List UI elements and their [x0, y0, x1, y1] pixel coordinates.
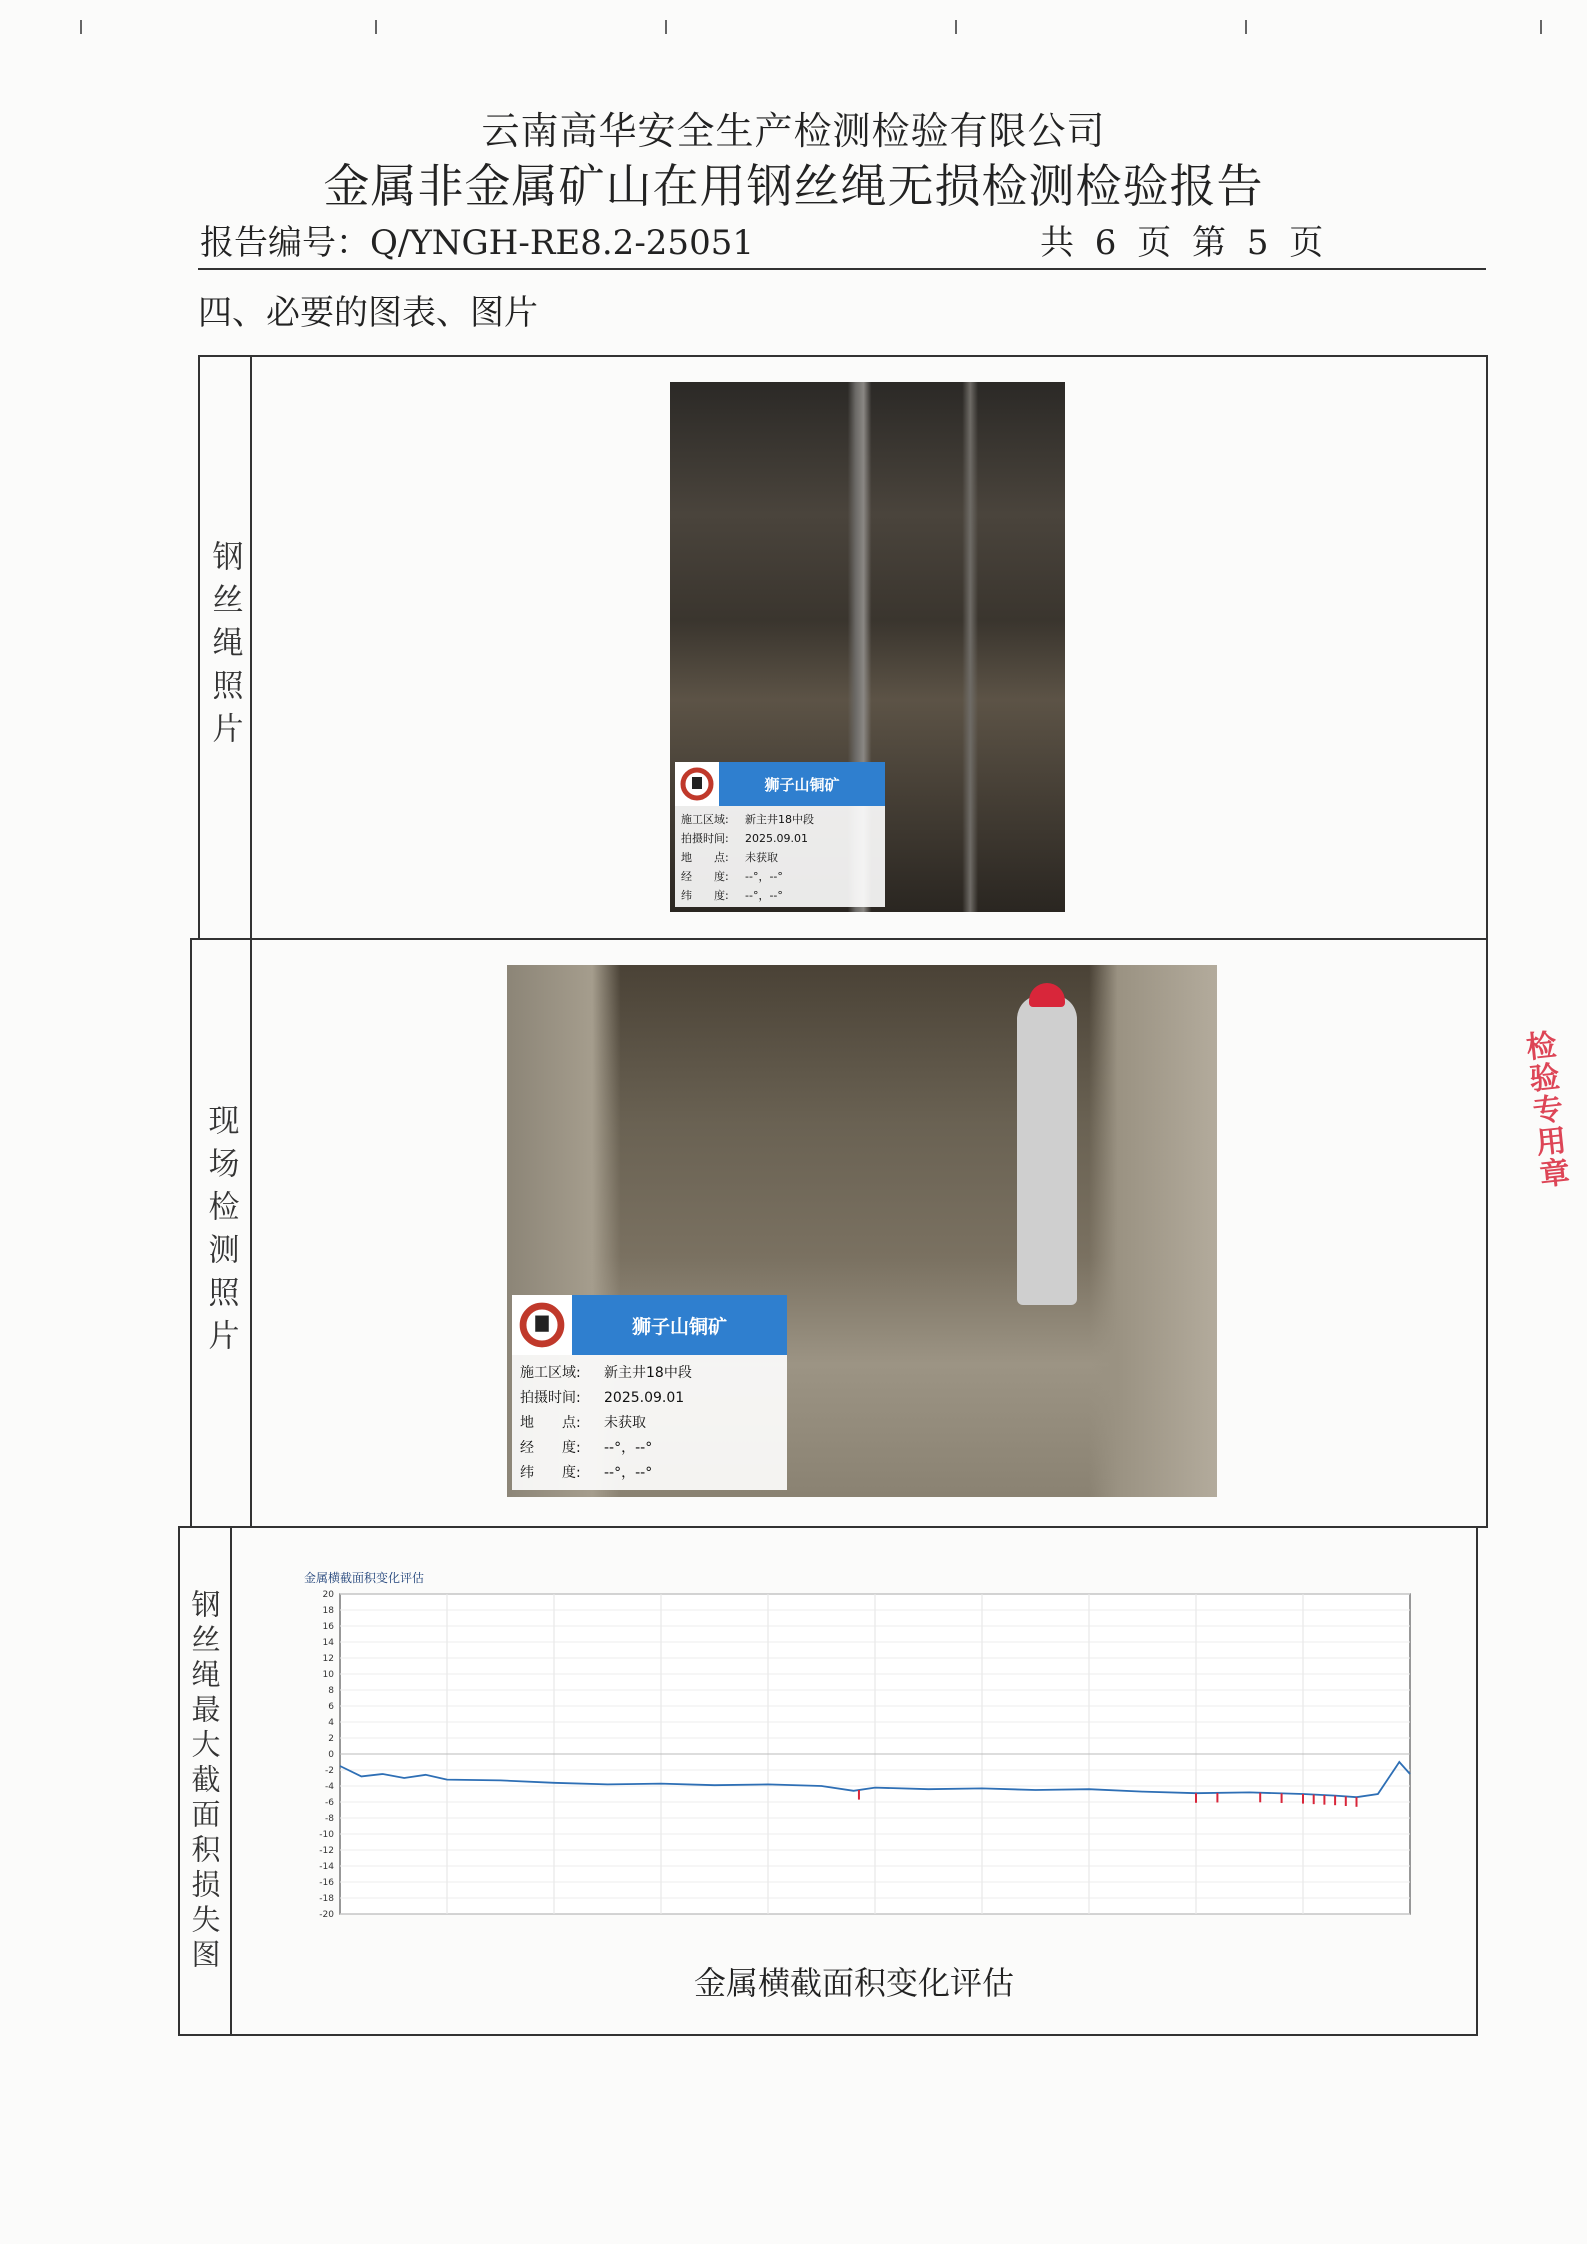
report-title: 金属非金属矿山在用钢丝绳无损检测检验报告 [323, 159, 1264, 213]
y-tick-label: 12 [322, 1654, 334, 1664]
y-tick-label: 10 [322, 1670, 334, 1680]
tag-loc-value: 未获取 [745, 851, 778, 864]
tag-loc-label: 地 点: [681, 851, 729, 864]
row-loss-chart [178, 1526, 1478, 2036]
scan-mark [375, 20, 377, 34]
y-tick-label: 0 [328, 1750, 334, 1760]
row-rope-photo [198, 355, 1488, 940]
company-logo-icon [512, 1295, 572, 1355]
row-label: 钢丝绳最大截面积损失图 [187, 1588, 222, 1974]
y-tick-label: -6 [325, 1798, 334, 1808]
tag-lat-value: --°，--° [604, 1465, 653, 1481]
y-tick-label: -18 [319, 1894, 334, 1904]
tag-site: 狮子山铜矿 [572, 1295, 787, 1355]
scan-mark [665, 20, 667, 34]
company-name: 云南高华安全生产检测检验有限公司 [481, 109, 1106, 153]
tag-loc-value: 未获取 [604, 1415, 646, 1431]
y-tick-label: -12 [319, 1846, 334, 1856]
y-tick-label: -16 [319, 1878, 334, 1888]
row-site-photo [190, 938, 1488, 1528]
inspection-seal-stamp [1512, 1010, 1587, 1320]
row-label: 钢丝绳照片 [206, 540, 243, 755]
y-tick-label: 20 [322, 1590, 334, 1600]
y-tick-label: 2 [328, 1734, 334, 1744]
tag-lng-value: --°，--° [604, 1440, 653, 1456]
tag-loc-label: 地 点: [520, 1415, 581, 1431]
row-label-cell [200, 357, 252, 938]
tag-lng-label: 经 度: [681, 870, 729, 883]
tag-area-label: 施工区域: [520, 1365, 581, 1381]
tag-lng-label: 经 度: [520, 1440, 581, 1456]
photo-watermark-tag [675, 762, 885, 907]
tag-lat-label: 纬 度: [681, 889, 729, 902]
photo-watermark-tag [512, 1295, 787, 1490]
tag-lat-label: 纬 度: [520, 1465, 581, 1481]
row-label-cell [180, 1528, 232, 2034]
scan-mark [1245, 20, 1247, 34]
site-photo [507, 965, 1217, 1497]
tag-area-value: 新主井18中段 [745, 813, 814, 826]
tag-area-value: 新主井18中段 [604, 1365, 692, 1381]
y-tick-label: 14 [322, 1638, 334, 1648]
section-loss-chart [300, 1568, 1430, 1928]
tag-lat-value: --°，--° [745, 889, 783, 902]
y-tick-label: 16 [322, 1622, 334, 1632]
y-tick-label: 6 [328, 1702, 334, 1712]
scan-mark [80, 20, 82, 34]
y-tick-label: -4 [325, 1782, 334, 1792]
tag-time-label: 拍摄时间: [681, 832, 729, 845]
rope-photo [670, 382, 1065, 912]
y-tick-label: 4 [328, 1718, 334, 1728]
tag-lng-value: --°，--° [745, 870, 783, 883]
y-tick-label: 18 [322, 1606, 334, 1616]
tag-time-value: 2025.09.01 [745, 832, 808, 845]
y-tick-label: -2 [325, 1766, 334, 1776]
tag-time-label: 拍摄时间: [520, 1390, 581, 1406]
report-number: 报告编号：Q/YNGH-RE8.2-25051 [200, 223, 754, 263]
y-tick-label: 8 [328, 1686, 334, 1696]
worker-figure [1017, 995, 1077, 1305]
tag-area-label: 施工区域: [681, 813, 729, 826]
y-tick-label: -8 [325, 1814, 334, 1824]
tag-site: 狮子山铜矿 [719, 762, 885, 806]
header-divider [198, 268, 1486, 270]
hard-hat [1029, 983, 1065, 1007]
section-title: 四、必要的图表、图片 [198, 293, 538, 333]
chart-title: 金属横截面积变化评估 [304, 1571, 425, 1585]
stamp-text: 检验专用章 [1518, 1028, 1571, 1192]
y-tick-label: -10 [319, 1830, 334, 1840]
row-label-cell [192, 940, 252, 1526]
chart-caption: 金属横截面积变化评估 [693, 1964, 1014, 2002]
y-tick-label: -14 [319, 1862, 334, 1872]
page-indicator: 共 6 页 第 5 页 [1040, 223, 1324, 263]
company-logo-icon [675, 762, 719, 806]
scan-mark [955, 20, 957, 34]
y-tick-label: -20 [319, 1910, 334, 1920]
row-label: 现场检测照片 [202, 1104, 239, 1362]
scan-mark [1540, 20, 1542, 34]
tag-time-value: 2025.09.01 [604, 1390, 685, 1406]
